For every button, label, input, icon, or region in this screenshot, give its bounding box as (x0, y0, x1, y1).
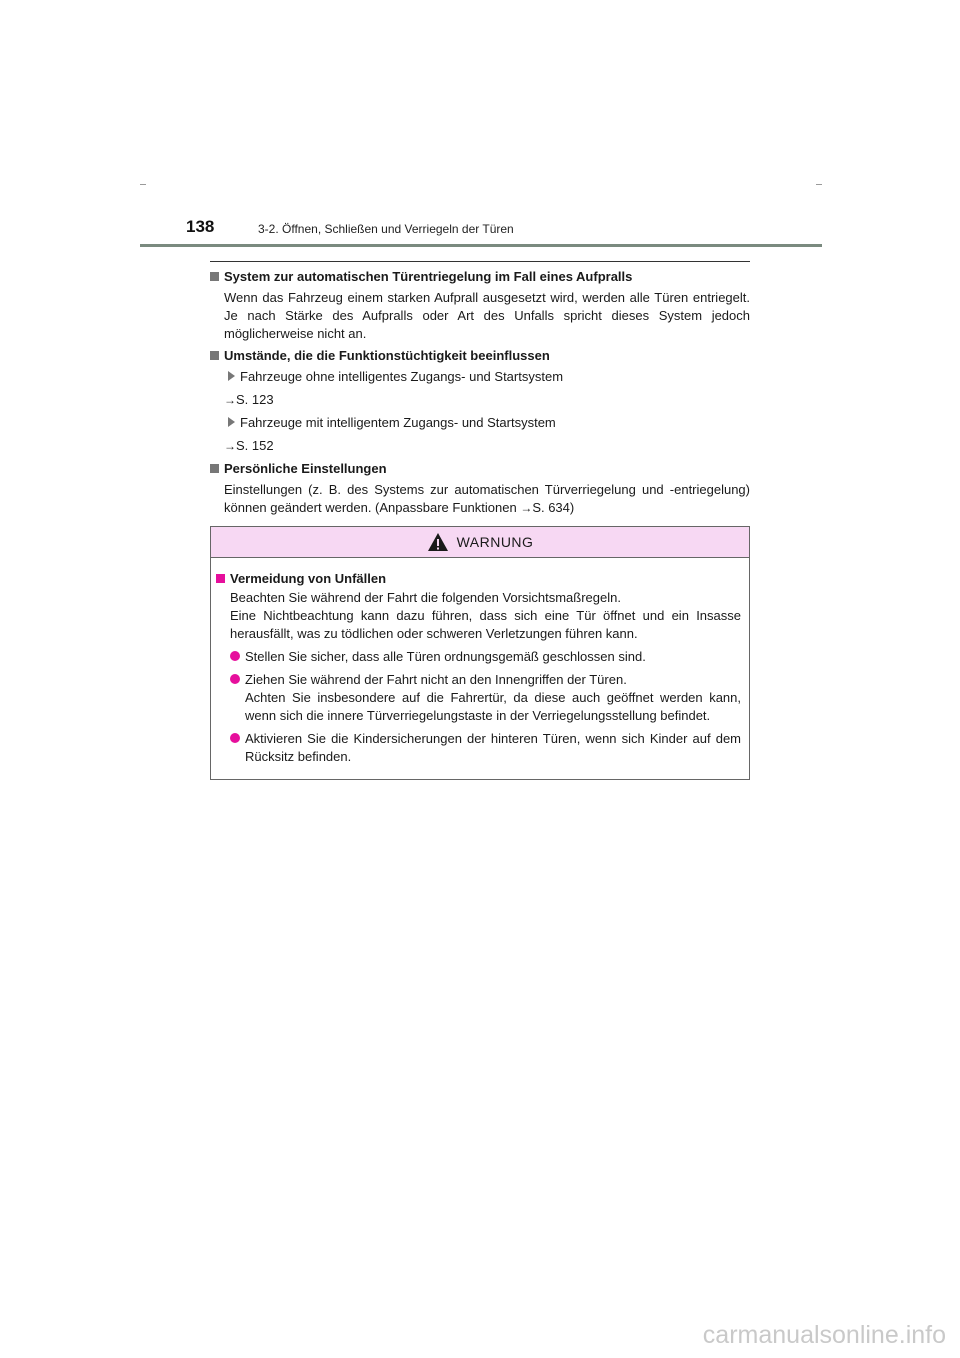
square-bullet-icon (210, 464, 219, 473)
section-heading (210, 268, 750, 286)
page-reference-text: S. 152 (236, 438, 274, 453)
arrow-right-icon: → (224, 439, 236, 453)
page-number: 138 (186, 217, 215, 236)
page-reference[interactable] (224, 437, 750, 455)
warning-intro-line: Beachten Sie während der Fahrt die folgenden Vorsichtsmaßregeln. (230, 590, 621, 605)
triangle-bullet-icon (228, 417, 235, 427)
list-item (228, 368, 750, 386)
section-paragraph (224, 481, 750, 517)
bullet-dot-icon (230, 651, 240, 661)
square-bullet-icon (216, 574, 225, 583)
list-item-label: Fahrzeuge mit intelligentem Zugangs- und Startsystem (240, 415, 556, 430)
warning-intro-line: Eine Nichtbeachtung kann dazu führen, dass sich eine Tür öffnet und ein Insasse herausfällt, was zu tödlichen oder schweren Verletzungen führen kann. (230, 608, 741, 641)
warning-body (211, 558, 749, 766)
list-item-label: Fahrzeuge ohne intelligentes Zugangs- und Startsystem (240, 369, 564, 384)
warning-point-text: Stellen Sie sicher, dass alle Türen ordnungsgemäß geschlossen sind. (245, 649, 646, 664)
bullet-dot-icon (230, 733, 240, 743)
running-head: 3-2. Öffnen, Schließen und Verriegeln der Türen (258, 222, 514, 236)
watermark: carmanualsonline.info (702, 1321, 946, 1349)
section-heading-text: System zur automatischen Türentriegelung im Fall eines Aufpralls (224, 269, 633, 284)
square-bullet-icon (210, 351, 219, 360)
section-paragraph: Wenn das Fahrzeug einem starken Aufprall ausgesetzt wird, werden alle Türen entriegelt. Je nach Stärke des Aufpralls oder Art des Unfalls spricht dieses System jedoch möglicherweise nicht an. (224, 290, 750, 341)
warning-point-text: Aktivieren Sie die Kindersicherungen der hinteren Türen, wenn sich Kinder auf dem Rücksitz befinden. (245, 731, 741, 764)
warning-title: WARNUNG (456, 534, 534, 550)
warning-point (230, 648, 741, 666)
warning-point (230, 671, 741, 725)
warning-header (211, 527, 749, 558)
warning-point-text (245, 671, 741, 725)
page-reference-text: S. 123 (236, 392, 274, 407)
section-rule (210, 261, 750, 262)
triangle-bullet-icon (228, 371, 235, 381)
paragraph-text: Einstellungen (z. B. des Systems zur automatischen Türverriegelung und -entriegelung) können geändert werden. (Anpassbare Funktionen (224, 482, 750, 515)
header-rule (140, 244, 822, 247)
warning-heading-text: Vermeidung von Unfällen (230, 571, 387, 586)
warning-box (210, 526, 750, 780)
crop-mark-right (816, 184, 822, 185)
warning-point-line: Achten Sie insbesondere auf die Fahrertür, da diese auch geöffnet werden kann, wenn sich die innere Türverriegelungstaste in der Verriegelungsstellung befindet. (245, 690, 741, 723)
warning-intro (230, 589, 741, 643)
section-heading-text: Umstände, die die Funktionstüchtigkeit beeinflussen (224, 348, 550, 363)
page-reference-text[interactable]: S. 634) (532, 500, 575, 515)
list-item (228, 414, 750, 432)
warning-point-line: Ziehen Sie während der Fahrt nicht an den Innengriffen der Türen. (245, 672, 627, 687)
crop-mark-left (140, 184, 146, 185)
main-content (210, 268, 750, 521)
section-heading (210, 460, 750, 478)
section-heading-text: Persönliche Einstellungen (224, 461, 387, 476)
bullet-dot-icon (230, 674, 240, 684)
warning-point (230, 730, 741, 766)
page-reference[interactable] (224, 391, 750, 409)
section-heading (210, 347, 750, 365)
square-bullet-icon (210, 272, 219, 281)
warning-heading (216, 570, 741, 588)
arrow-right-icon: → (224, 393, 236, 407)
warning-triangle-icon (427, 532, 449, 552)
arrow-right-icon: → (520, 501, 533, 515)
